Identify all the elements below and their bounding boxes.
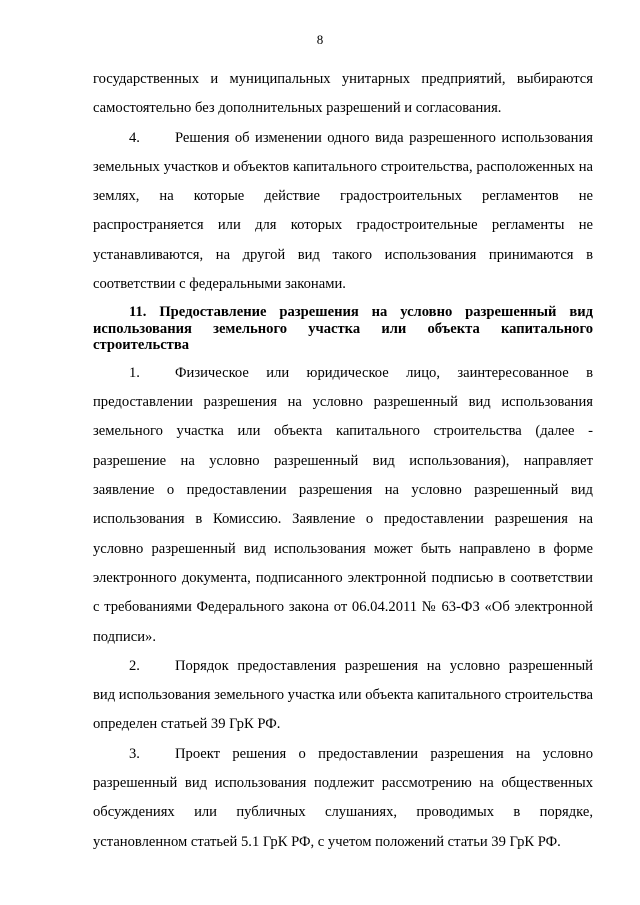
paragraph-continuation: государственных и муниципальных унитарных предприятий, выбираются самостоятельно без дополнительных разрешений и согласования. [93,71,593,117]
paragraph-item-1 [93,359,593,652]
paragraph-item-4 [93,124,593,300]
paragraph-text: Проект решения о предоставлении разрешения на условно разрешенный вид использования подлежит рассмотрению на общественных обсуждениях или публичных слушаниях, проводимых в порядке, установленном статьей 5.1 ГрК РФ, с учетом положений статьи 39 ГрК РФ. [93,745,593,850]
paragraph-text: Физическое или юридическое лицо, заинтересованное в предоставлении разрешения на условно разрешенный вид использования земельного участка или объекта капитального строительства (далее - разрешение на условно разрешенный вид использования), направляет заявление о предоставлении разрешения на условно разрешенный вид использования в Комиссию. Заявление о предоставлении разрешения на условно разрешенный вид использования может быть направлено в форме электронного документа, подписанного электронной подписью в соответствии с требованиями Федерального закона от 06.04.2011 № 63-ФЗ «Об электронной подписи». [93,364,593,645]
item-number: 1. [129,364,140,381]
paragraph-item-2 [93,652,593,740]
section-heading: 11. Предоставление разрешения на условно разрешенный вид использования земельного участка или объекта капитального строительства [93,304,593,354]
page-number: 8 [316,32,324,47]
document-body [93,65,593,857]
paragraph-text: Решения об изменении одного вида разрешенного использования земельных участков и объектов капитального строительства, расположенных на землях, на которые действие градостроительных регламентов не распространяется или для которых градостроительные регламенты не устанавливаются, на другой вид такого использования принимаются в соответствии с федеральными законами. [93,129,593,293]
item-number: 2. [129,657,140,674]
paragraph-item-3 [93,740,593,857]
item-number: 4. [129,129,140,146]
item-number: 3. [129,745,140,762]
paragraph-text: Порядок предоставления разрешения на условно разрешенный вид использования земельного участка или объекта капитального строительства определен статьей 39 ГрК РФ. [93,657,593,733]
